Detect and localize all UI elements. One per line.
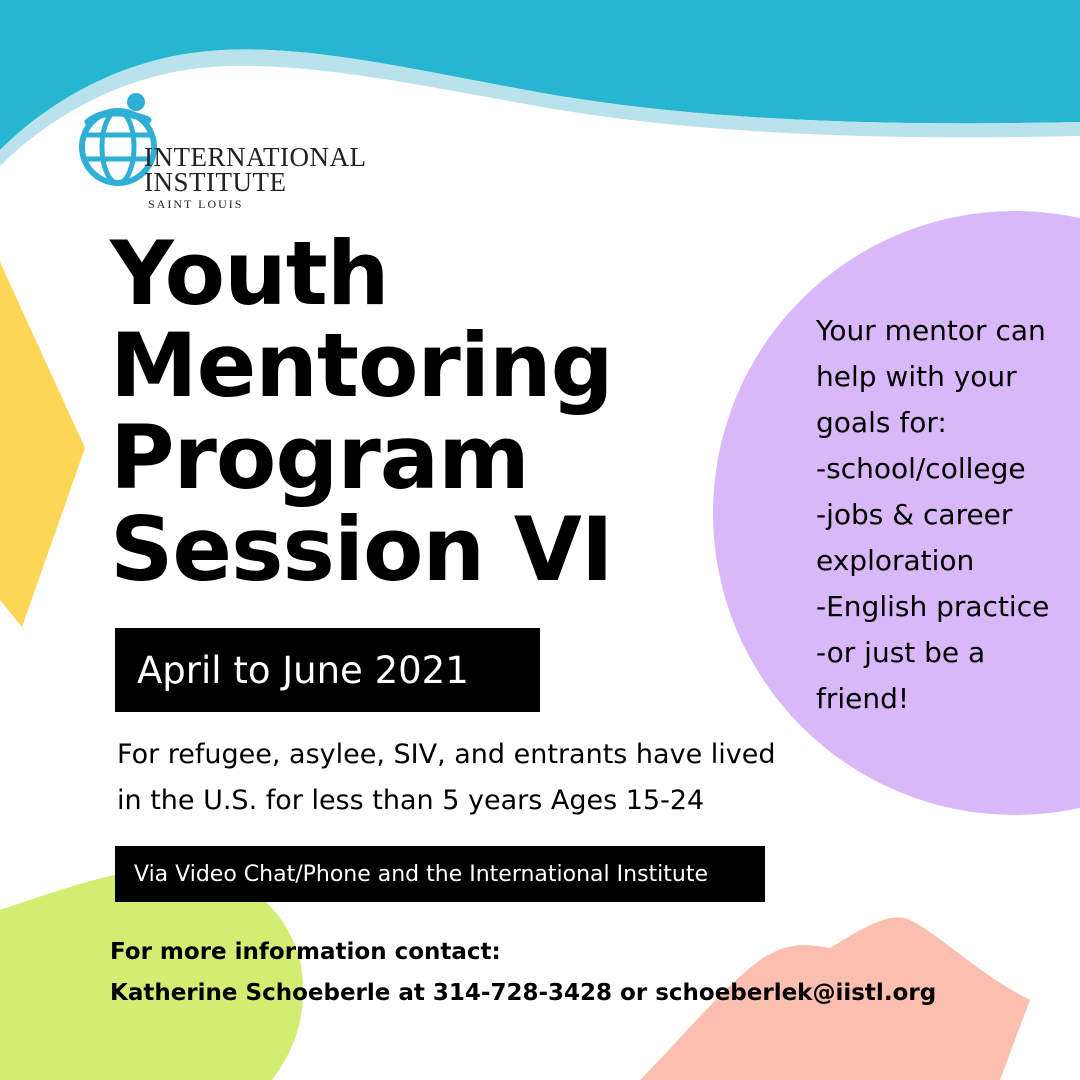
- contact-heading: For more information contact:: [110, 939, 501, 965]
- date-badge: [115, 628, 540, 712]
- mentor-line: -or just be a: [816, 636, 986, 669]
- mentor-line: exploration: [816, 544, 975, 577]
- logo-line-saint-louis: SAINT LOUIS: [148, 197, 244, 211]
- eligibility-line-2: in the U.S. for less than 5 years Ages 15-24: [117, 785, 705, 816]
- delivery-method-text: Via Video Chat/Phone and the International Institute: [134, 861, 708, 887]
- date-text: April to June 2021: [137, 648, 469, 692]
- title-line-3: Program: [110, 406, 529, 509]
- yellow-shape: [0, 262, 85, 627]
- eligibility-line-1: For refugee, asylee, SIV, and entrants have lived: [117, 739, 776, 770]
- mentor-line: -jobs & career: [816, 498, 1013, 531]
- title-line-4: Session VI: [110, 498, 613, 601]
- logo-line-institute: INSTITUTE: [144, 167, 287, 197]
- delivery-method-badge: [115, 846, 765, 902]
- title-line-2: Mentoring: [110, 314, 613, 417]
- page-title: [110, 222, 613, 601]
- mentor-line: help with your: [816, 360, 1017, 393]
- mentor-line: Your mentor can: [816, 314, 1046, 347]
- mentor-line: friend!: [816, 682, 910, 715]
- mentor-line: -English practice: [816, 590, 1050, 623]
- mentor-line: goals for:: [816, 406, 947, 439]
- logo-line-international: INTERNATIONAL: [144, 142, 367, 172]
- title-line-1: Youth: [110, 222, 389, 325]
- contact-info: [110, 932, 1010, 1014]
- mentor-goals-list: [816, 308, 1078, 722]
- eligibility-text: [117, 732, 837, 824]
- contact-details: Katherine Schoeberle at 314-728-3428 or schoeberlek@iistl.org: [110, 980, 937, 1006]
- organization-logo: [78, 92, 398, 212]
- mentor-line: -school/college: [816, 452, 1026, 485]
